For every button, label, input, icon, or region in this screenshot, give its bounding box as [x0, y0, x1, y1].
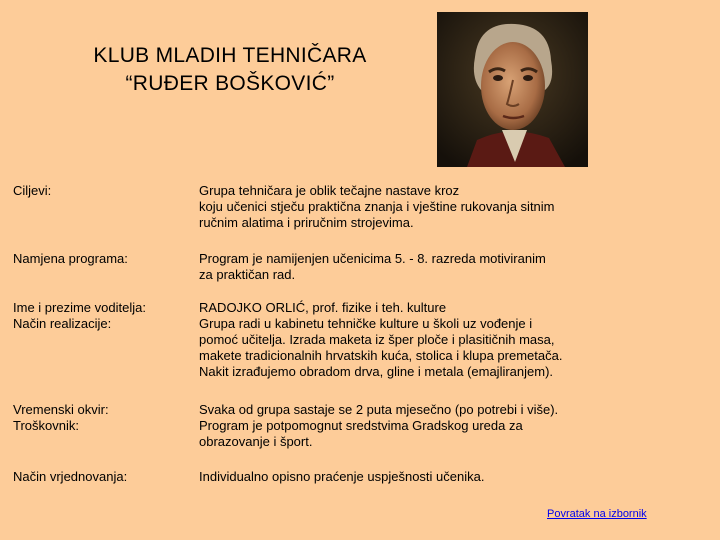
label-line: Način realizacije: — [13, 316, 112, 331]
page-title — [30, 42, 430, 98]
label-line: Način vrjednovanja: — [13, 469, 128, 484]
row-value — [199, 183, 669, 231]
value-line: za praktičan rad. — [199, 267, 296, 282]
row-label — [13, 300, 193, 332]
value-line: Individualno opisno praćenje uspješnosti učenika. — [199, 469, 485, 484]
value-line: pomoć učitelja. Izrada maketa iz šper ploče i plasitičnih masa, — [199, 332, 555, 347]
label-line: Namjena programa: — [13, 251, 128, 266]
label-line: Vremenski okvir: — [13, 402, 109, 417]
value-line: makete tradicionalnih hrvatskih kuća, stolica i klupa premetača. — [199, 348, 563, 363]
value-line: RADOJKO ORLIĆ, prof. fizike i teh. kulture — [199, 300, 447, 315]
value-line: obrazovanje i šport. — [199, 434, 313, 449]
row-value — [199, 469, 669, 485]
value-line: Svaka od grupa sastaje se 2 puta mjesečno (po potrebi i više). — [199, 402, 559, 417]
row-label — [13, 183, 193, 199]
value-line: koju učenici stječu praktična znanja i vještine rukovanja sitnim — [199, 199, 555, 214]
row-value — [199, 300, 669, 380]
title-line-1: KLUB MLADIH TEHNIČARA — [93, 44, 367, 67]
back-to-menu-link[interactable]: Povratak na izbornik — [547, 508, 647, 520]
value-line: Program je namijenjen učenicima 5. - 8. razreda motiviranim — [199, 251, 546, 266]
label-line: Ciljevi: — [13, 183, 52, 198]
value-line: Nakit izrađujemo obradom drva, gline i metala (emajliranjem). — [199, 364, 554, 379]
label-line: Troškovnik: — [13, 418, 79, 433]
label-line: Ime i prezime voditelja: — [13, 300, 146, 315]
value-line: Grupa tehničara je oblik tečajne nastave kroz — [199, 183, 460, 198]
row-value — [199, 402, 669, 450]
row-label — [13, 251, 193, 267]
row-label — [13, 469, 193, 485]
value-line: Program je potpomognut sredstvima Gradskog ureda za — [199, 418, 523, 433]
value-line: Grupa radi u kabinetu tehničke kulture u školi uz vođenje i — [199, 316, 533, 331]
title-line-2: “RUĐER BOŠKOVIĆ” — [125, 72, 335, 95]
value-line: ručnim alatima i priručnim strojevima. — [199, 215, 414, 230]
portrait-image — [437, 12, 588, 167]
row-value — [199, 251, 669, 283]
row-label — [13, 402, 193, 434]
